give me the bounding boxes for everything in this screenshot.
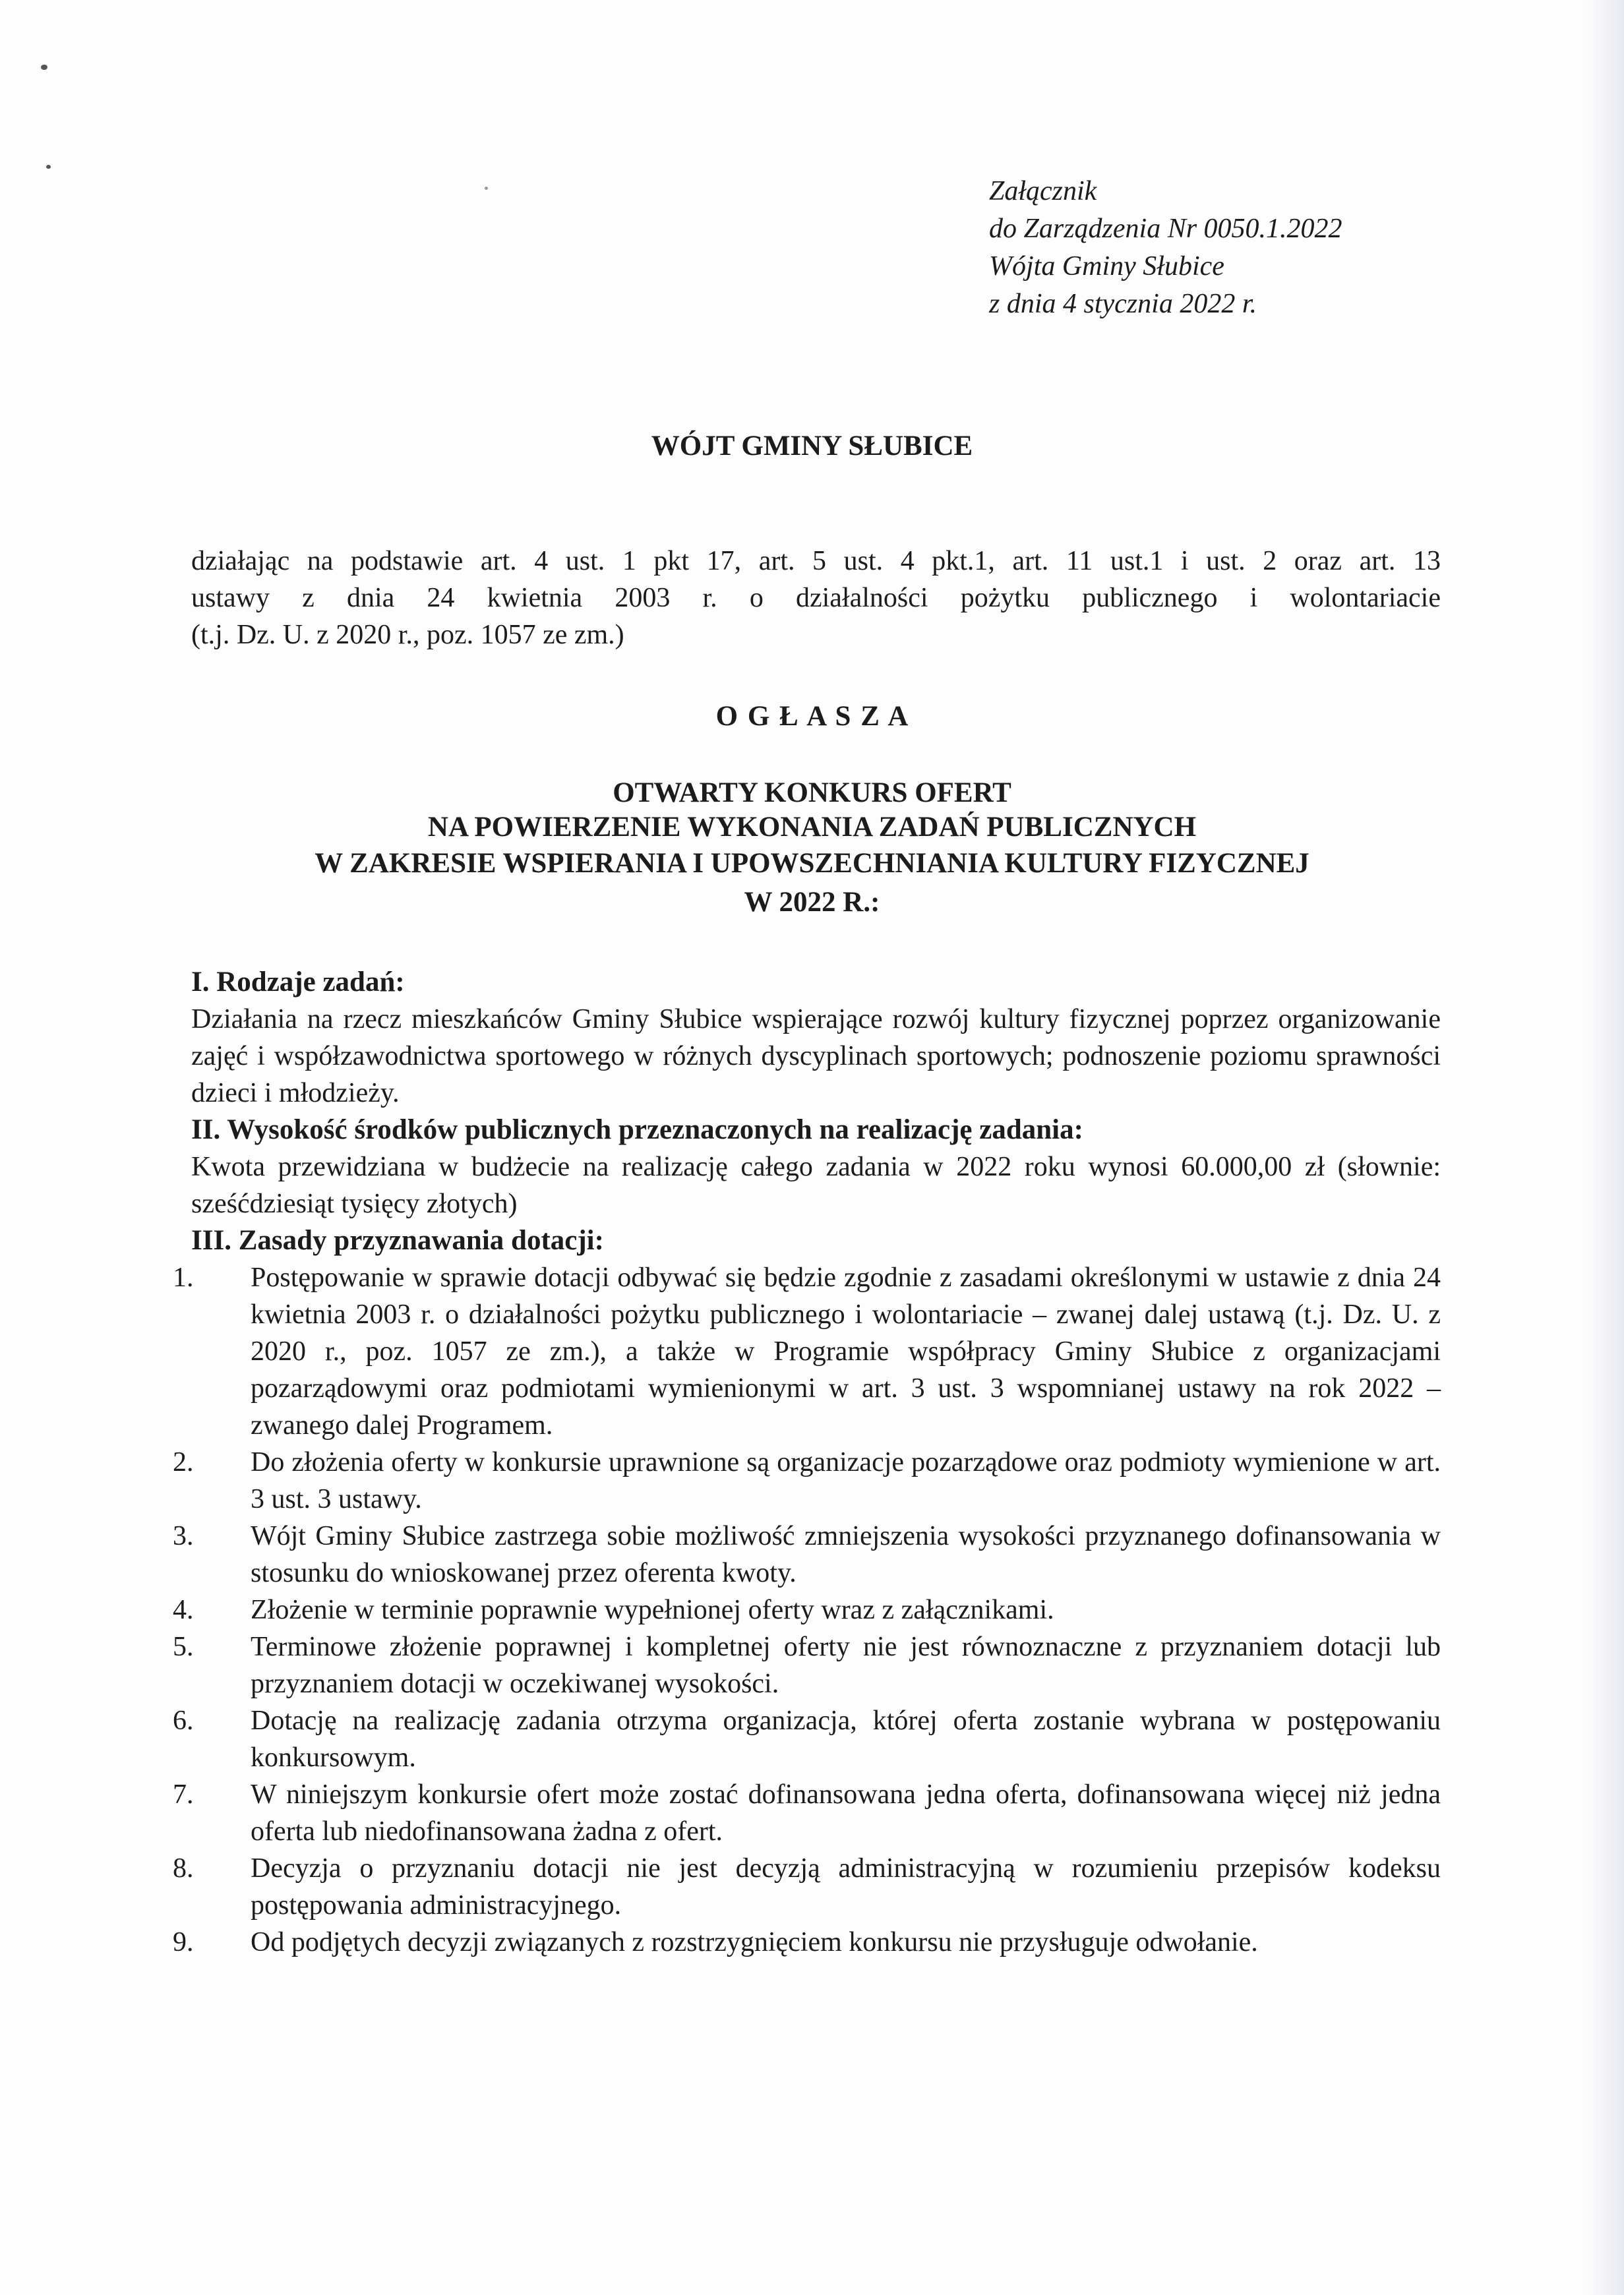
section-heading: II. Wysokość środków publicznych przeznaczonych na realizację zadania:: [191, 1114, 1083, 1145]
title-line: NA POWIERZENIE WYKONANIA ZADAŃ PUBLICZNYCH: [427, 812, 1197, 843]
scan-speck: [41, 65, 47, 70]
list-item-text: Wójt Gminy Słubice zastrzega sobie możliwość zmniejszenia wysokości przyznanego dofinansowania w stosunku do wnioskowanej przez oferenta kwoty.: [251, 1521, 1441, 1588]
list-item-number: 1.: [173, 1263, 194, 1293]
annex-line: z dnia 4 stycznia 2022 r.: [989, 289, 1257, 319]
list-item: [173, 1702, 1441, 1776]
list-item-number: 3.: [173, 1521, 194, 1551]
list-item-number: 2.: [173, 1447, 194, 1477]
announces-heading: O G Ł A S Z A: [715, 701, 909, 732]
list-item-text: Od podjętych decyzji związanych z rozstrzygnięciem konkursu nie przysługuje odwołanie.: [251, 1927, 1258, 1957]
scan-shadow: [1584, 0, 1624, 2295]
list-item: [173, 1924, 1441, 1961]
authority-heading: WÓJT GMINY SŁUBICE: [651, 431, 973, 462]
section-text: Działania na rzecz mieszkańców Gminy Słubice wspierające rozwój kultury fizycznej poprzez organizowanie zajęć i współzawodnictwa sportowego w różnych dyscyplinach sportowych; podnoszenie poziomu sprawności dzieci i młodzieży.: [191, 1004, 1441, 1108]
list-item: [173, 1850, 1441, 1924]
list-item-text: Do złożenia oferty w konkursie uprawnione są organizacje pozarządowe oraz podmioty wymienione w art. 3 ust. 3 ustawy.: [251, 1447, 1441, 1514]
list-item: [173, 1444, 1441, 1518]
annex-line: do Zarządzenia Nr 0050.1.2022: [989, 214, 1342, 244]
legal-basis-line: (t.j. Dz. U. z 2020 r., poz. 1057 ze zm.): [191, 620, 624, 650]
sections-body: [191, 964, 1441, 1259]
annex-line: Załącznik: [989, 176, 1097, 206]
annex-line: Wójta Gminy Słubice: [989, 251, 1224, 282]
section-heading: III. Zasady przyznawania dotacji:: [191, 1225, 604, 1256]
list-item-number: 9.: [173, 1927, 194, 1957]
rules-list: [173, 1259, 1441, 1961]
title-line: OTWARTY KONKURS OFERT: [613, 777, 1011, 808]
list-item-text: W niniejszym konkursie ofert może zostać dofinansowana jedna oferta, dofinansowana więcej niż jedna oferta lub niedofinansowana żadna z ofert.: [251, 1779, 1441, 1847]
list-item-text: Decyzja o przyznaniu dotacji nie jest decyzją administracyjną w rozumieniu przepisów kodeksu postępowania administracyjnego.: [251, 1853, 1441, 1921]
legal-basis-line: ustawy z dnia 24 kwietnia 2003 r. o działalności pożytku publicznego i wolontariacie: [191, 583, 1441, 613]
list-item: [173, 1628, 1441, 1702]
annex-header: [989, 173, 1342, 323]
list-item: [173, 1592, 1441, 1628]
list-item: [173, 1259, 1441, 1444]
title-line: W 2022 R.:: [744, 887, 880, 918]
scan-speck: [485, 187, 488, 190]
section-text: Kwota przewidziana w budżecie na realizację całego zadania w 2022 roku wynosi 60.000,00 zł (słownie: sześćdziesiąt tysięcy złotych): [191, 1152, 1441, 1219]
title-line: W ZAKRESIE WSPIERANIA I UPOWSZECHNIANIA KULTURY FIZYCZNEJ: [315, 848, 1309, 879]
legal-basis: [191, 543, 1441, 653]
section-heading: I. Rodzaje zadań:: [191, 967, 405, 998]
list-item-text: Terminowe złożenie poprawnej i kompletnej oferty nie jest równoznaczne z przyznaniem dotacji lub przyznaniem dotacji w oczekiwanej wysokości.: [251, 1632, 1441, 1699]
list-item-number: 8.: [173, 1853, 194, 1884]
list-item-number: 5.: [173, 1632, 194, 1662]
list-item-number: 6.: [173, 1706, 194, 1736]
list-item-number: 7.: [173, 1779, 194, 1810]
list-item: [173, 1776, 1441, 1850]
legal-basis-line: działając na podstawie art. 4 ust. 1 pkt 17, art. 5 ust. 4 pkt.1, art. 11 ust.1 i ust. 2 oraz art. 13: [191, 546, 1441, 576]
list-item-text: Dotację na realizację zadania otrzyma organizacja, której oferta zostanie wybrana w postępowaniu konkursowym.: [251, 1706, 1441, 1773]
scan-speck: [46, 165, 51, 169]
list-item-text: Postępowanie w sprawie dotacji odbywać się będzie zgodnie z zasadami określonymi w ustawie z dnia 24 kwietnia 2003 r. o działalności pożytku publicznego i wolontariacie – zwanej dalej ustawą (t.j. Dz. U. z 2020 r., poz. 1057 ze zm.), a także w Programie współpracy Gminy Słubice z organizacjami pozarządowymi oraz podmiotami wymienionymi w art. 3 ust. 3 wspomnianej ustawy na rok 2022 – zwanego dalej Programem.: [251, 1263, 1441, 1441]
list-item: [173, 1518, 1441, 1592]
list-item-number: 4.: [173, 1595, 194, 1625]
list-item-text: Złożenie w terminie poprawnie wypełnionej oferty wraz z załącznikami.: [251, 1595, 1054, 1625]
